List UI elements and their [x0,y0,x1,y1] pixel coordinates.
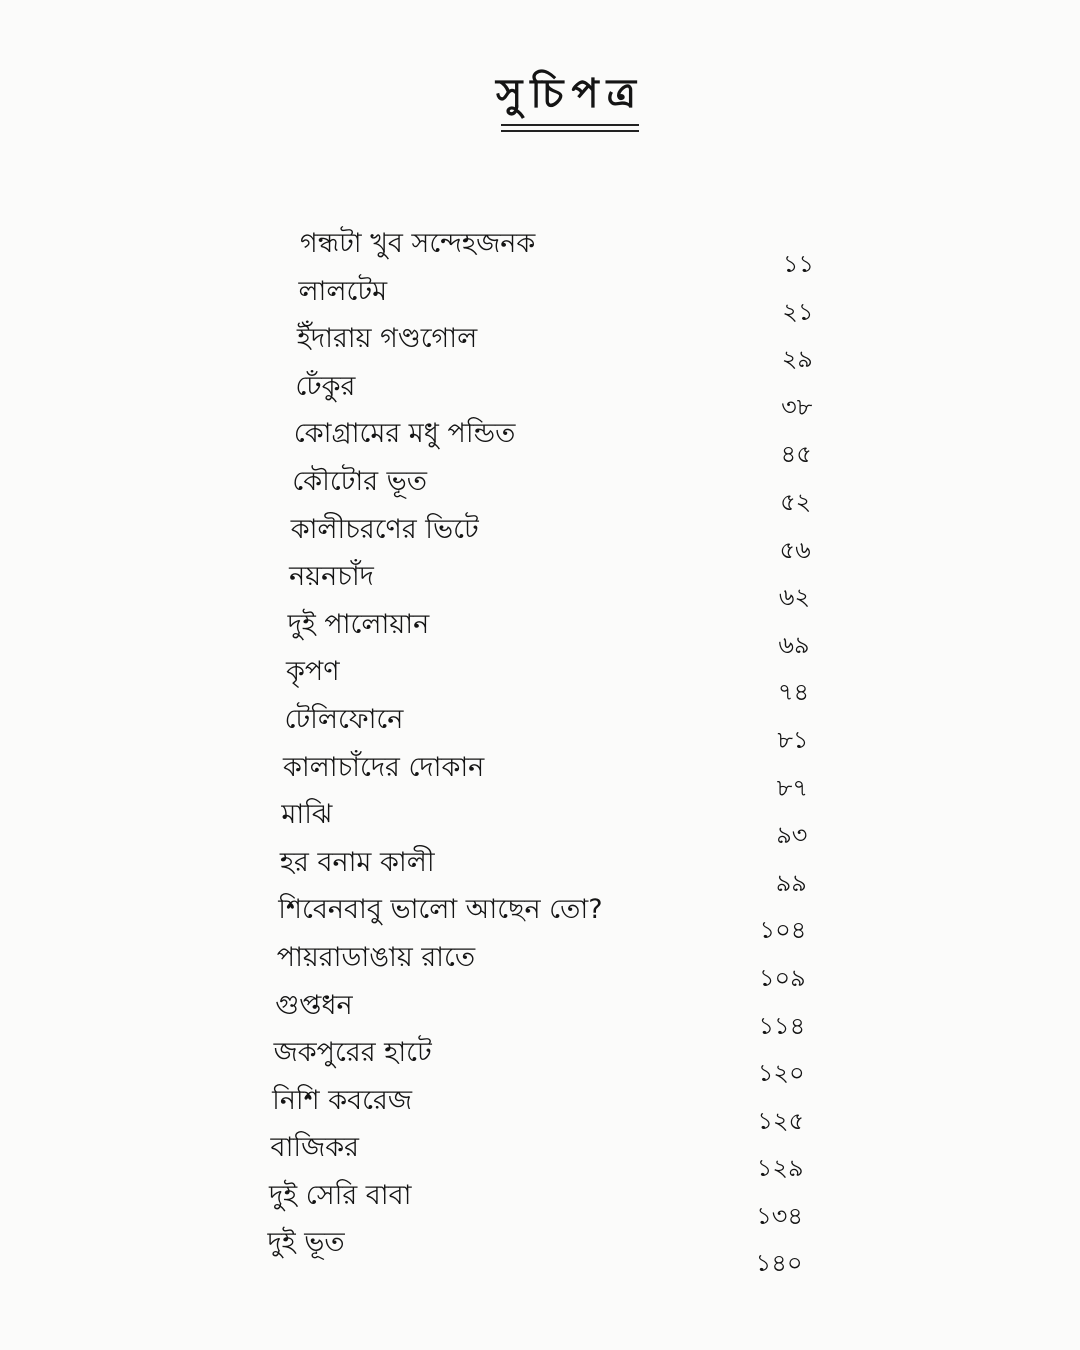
toc-entry-title: পায়রাডাঙায় রাতে [276,941,476,973]
toc-entry-title: কোগ্রামের মধু পন্ডিত [293,418,516,450]
title-underline [501,124,639,126]
toc-entry-page-number: ২৯ [781,345,813,374]
toc-entry [262,936,842,992]
toc-entry-page-number: ২১ [782,297,814,326]
toc-entry-page-number: ৩৮ [781,392,813,421]
toc-entry-title: দুই পালোয়ান [287,608,430,640]
toc-entry-title: মাঝি [281,799,333,831]
page-title-block [470,70,670,132]
toc-entry [262,650,842,707]
toc-entry-page-number: ১১৪ [758,1011,806,1040]
toc-entry-page-number: ১০৯ [758,963,806,992]
toc-entry-page-number: ১৪০ [755,1249,803,1278]
toc-entry [262,412,842,469]
table-of-contents [262,222,842,1278]
toc-entry-title: গন্ধটা খুব সন্দেহজনক [300,228,536,259]
toc-entry [262,270,842,326]
toc-entry-page-number: ১২৫ [757,1106,805,1135]
toc-entry-title: নিশি কবরেজ [272,1084,412,1116]
toc-entry [262,1174,842,1230]
toc-entry [262,841,842,897]
toc-entry-title: বাজিকর [270,1132,360,1164]
toc-entry [262,888,842,945]
toc-entry [262,222,842,278]
toc-entry-title: জকপুরের হাটে [273,1037,432,1069]
toc-entry [262,460,842,516]
toc-entry-title: নয়নচাঁদ [289,561,374,593]
toc-entry-page-number: ১০৪ [759,916,807,945]
toc-entry [262,317,842,374]
toc-entry-title: ঢেঁকুর [295,370,356,402]
toc-entry [262,365,842,421]
toc-entry-page-number: ১২০ [757,1059,805,1088]
toc-entry-title: কালাচাঁদের দোকান [282,751,485,783]
title-underline-second [501,130,639,132]
toc-entry-page-number: ৯৩ [776,821,808,850]
toc-entry-page-number: ৮১ [777,725,809,754]
toc-entry-page-number: ৬৯ [778,630,810,659]
toc-entry-title: গুপ্তধন [275,989,353,1021]
toc-entry [262,793,842,850]
toc-entry-title: টেলিফোনে [284,703,404,735]
toc-entry-page-number: ৫২ [780,487,812,516]
toc-entry-page-number: ১১ [782,250,814,278]
toc-entry-page-number: ৭৪ [777,678,810,707]
toc-entry-title: হর বনাম কালী [279,846,435,878]
toc-entry-title: কালীচরণের ভিটে [290,513,479,545]
toc-entry-title: ইঁদারায় গণ্ডগোল [296,323,478,355]
toc-entry [262,1079,842,1135]
toc-entry [262,508,842,564]
toc-entry-page-number: ৪৫ [780,440,812,469]
toc-entry-title: শিবেনবাবু ভালো আছেন তো? [278,894,603,926]
toc-entry [262,1031,842,1088]
toc-entry-page-number: ৯৯ [775,868,807,897]
toc-entry-title: দুই সেরি বাবা [269,1179,412,1211]
toc-entry-title: কৃপণ [286,656,340,688]
toc-entry [262,984,842,1040]
toc-entry-page-number: ৫৬ [779,535,811,564]
toc-entry-page-number: ১২৯ [756,1154,804,1183]
toc-entry-title: কৌটোর ভূত [292,465,428,497]
toc-entry-page-number: ৮৭ [776,773,808,802]
toc-entry [262,698,842,754]
toc-entry-title: লালটেম [298,275,388,307]
toc-entry-title: দুই ভূত [267,1227,345,1259]
toc-entry [262,555,842,612]
toc-entry-page-number: ১৩৪ [756,1201,803,1230]
toc-entry-page-number: ৬২ [778,583,811,612]
page-title: সুচিপত্র [496,71,644,117]
toc-entry [262,1126,842,1183]
toc-entry [262,1221,842,1278]
toc-entry [262,746,842,802]
toc-entry [262,603,842,659]
